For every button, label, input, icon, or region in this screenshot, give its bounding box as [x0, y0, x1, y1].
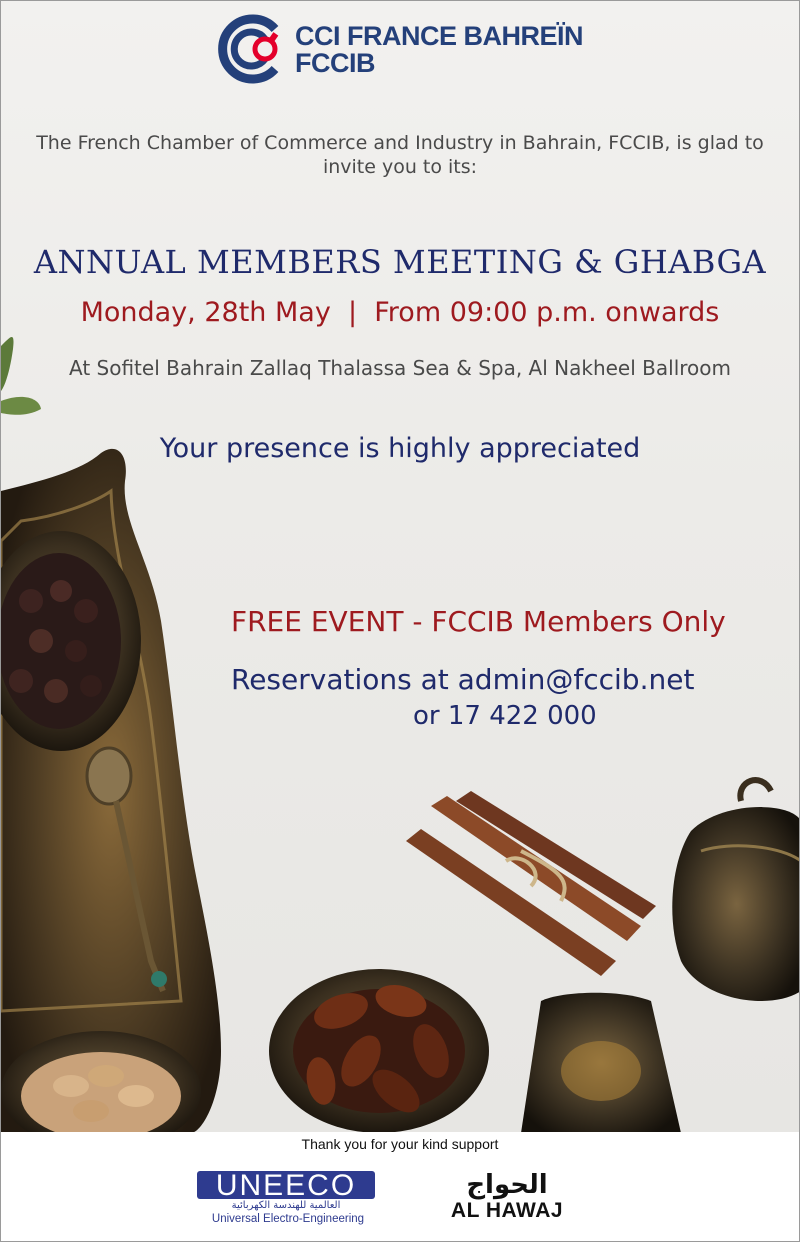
hawaj-arabic-name: الحواج — [466, 1170, 548, 1200]
glass-lantern — [521, 993, 681, 1133]
sponsors-footer — [1, 1132, 799, 1241]
intro-text: The French Chamber of Commerce and Industry in Bahrain, FCCIB, is glad to invite you to its: — [36, 132, 764, 178]
hawaj-english-name: AL HAWAJ — [450, 1199, 564, 1222]
thanks-text: Thank you for your kind support — [301, 1136, 499, 1152]
fccib-logo — [215, 13, 595, 85]
logo-wordmark — [295, 23, 583, 77]
uneeco-arabic-name: العالمية للهندسة الكهربائية — [231, 1200, 341, 1211]
logo-line-1: CCI FRANCE BAHREÏN — [295, 21, 583, 51]
al-hawaj-logo — [441, 1170, 573, 1228]
event-title: ANNUAL MEMBERS MEETING & GHABGA — [33, 243, 767, 281]
teapot — [672, 780, 800, 1001]
reservation-email: Reservations at admin@fccib.net — [231, 663, 695, 696]
free-event-notice: FREE EVENT - FCCIB Members Only — [231, 605, 726, 638]
presence-message: Your presence is highly appreciated — [159, 433, 641, 464]
uneeco-wordmark: UNEECO — [197, 1171, 375, 1199]
reservation-phone: or 17 422 000 — [413, 701, 597, 731]
uneeco-english-name: Universal Electro-Engineering — [211, 1213, 365, 1225]
cinnamon-sticks — [406, 791, 656, 976]
event-location: At Sofitel Bahrain Zallaq Thalassa Sea & Spa, Al Nakheel Ballroom — [69, 356, 731, 380]
cci-france-logo-icon — [215, 13, 287, 85]
dates-bowl — [269, 969, 489, 1133]
event-date-time: Monday, 28th May | From 09:00 p.m. onwards — [80, 297, 720, 328]
uneeco-logo — [197, 1171, 379, 1229]
logo-line-2: FCCIB — [295, 48, 375, 78]
